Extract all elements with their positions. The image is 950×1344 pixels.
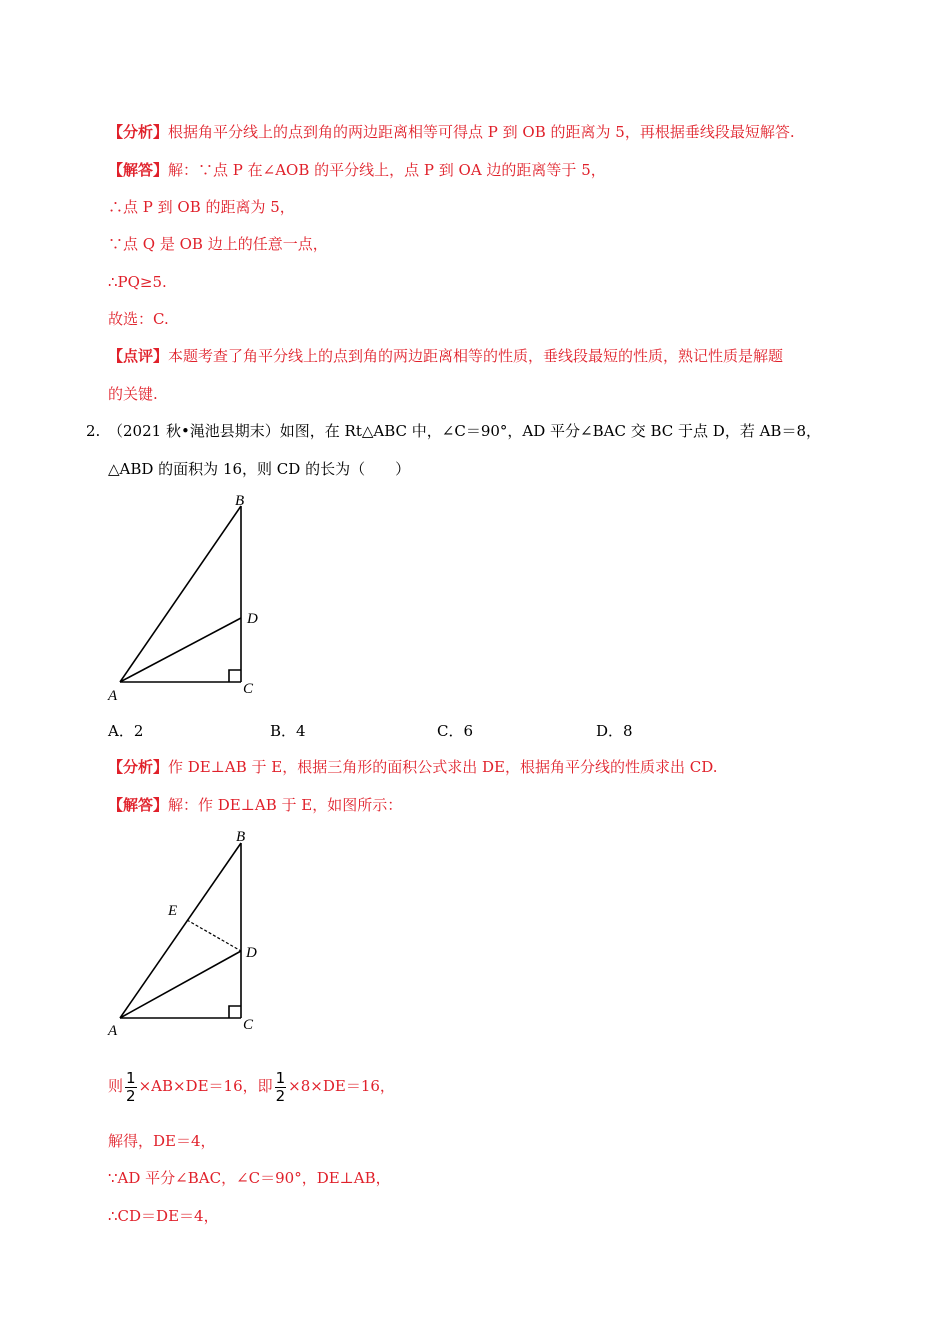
right-angle-mark bbox=[229, 1006, 241, 1018]
answer-choice-line: 故选：C. bbox=[108, 310, 169, 328]
triangle-figure-2 bbox=[100, 823, 280, 1043]
eq-then: 则 bbox=[108, 1077, 124, 1095]
therefore-line: ∴CD＝DE＝4， bbox=[108, 1207, 219, 1225]
segment-ad bbox=[120, 618, 241, 682]
choice-b: B．4 bbox=[270, 722, 306, 740]
segment-ad bbox=[120, 951, 241, 1018]
label-d: D bbox=[247, 611, 258, 627]
comment-text: 本题考查了角平分线上的点到角的两边距离相等的性质，垂线段最短的性质，熟记性质是解题 bbox=[168, 347, 784, 365]
fraction-num: 1 bbox=[126, 1068, 136, 1087]
area-equation bbox=[108, 1068, 395, 1105]
eq-part2: ×8×DE＝16， bbox=[288, 1077, 395, 1095]
solution-answer-text: 解：作 DE⊥AB 于 E，如图所示： bbox=[168, 796, 403, 814]
answer-text: 解：∵点 P 在∠AOB 的平分线上，点 P 到 OA 边的距离等于 5， bbox=[168, 161, 606, 179]
label-c: C bbox=[243, 1017, 254, 1033]
fraction-half-1 bbox=[125, 1070, 137, 1105]
analysis-tag: 【分析】 bbox=[108, 123, 169, 141]
answer-line-3: ∴点 P 到 OB 的距离为 5， bbox=[108, 198, 295, 216]
answer-tag: 【解答】 bbox=[108, 161, 169, 179]
choice-c: C．6 bbox=[437, 722, 474, 740]
label-d: D bbox=[246, 945, 257, 961]
solve-line: 解得，DE＝4， bbox=[108, 1132, 216, 1150]
segment-ab bbox=[120, 506, 241, 682]
eq-part1: ×AB×DE＝16，即 bbox=[138, 1077, 273, 1095]
comment-paragraph bbox=[108, 346, 783, 366]
comment-tag: 【点评】 bbox=[108, 347, 169, 365]
solution-analysis bbox=[108, 757, 717, 777]
label-a: A bbox=[108, 688, 118, 704]
fraction-den: 2 bbox=[275, 1086, 286, 1105]
question-line-2: △ABD 的面积为 16，则 CD 的长为（ ） bbox=[108, 460, 411, 478]
solution-answer bbox=[108, 795, 402, 815]
fraction-half-2 bbox=[275, 1070, 287, 1105]
label-a: A bbox=[108, 1023, 118, 1039]
label-e: E bbox=[168, 903, 178, 919]
comment-line-2: 的关键. bbox=[108, 385, 158, 403]
fraction-num: 1 bbox=[275, 1068, 286, 1087]
answer-line-5: ∴PQ≥5. bbox=[108, 273, 167, 291]
label-b: B bbox=[236, 829, 246, 845]
question-number: 2. bbox=[86, 422, 101, 440]
right-angle-mark bbox=[229, 670, 241, 682]
choice-a: A．2 bbox=[108, 722, 144, 740]
segment-de-dashed bbox=[187, 920, 241, 951]
analysis-paragraph bbox=[108, 122, 795, 142]
question-line-1: （2021 秋•渑池县期末）如图，在 Rt△ABC 中，∠C＝90°，AD 平分∠BAC 交 BC 于点 D，若 AB＝8， bbox=[108, 422, 822, 440]
answer-paragraph bbox=[108, 160, 606, 180]
segment-ab bbox=[120, 843, 241, 1018]
triangle-figure-1 bbox=[100, 488, 280, 708]
choice-d: D．8 bbox=[596, 722, 633, 740]
answer-line-4: ∵点 Q 是 OB 边上的任意一点， bbox=[108, 235, 328, 253]
label-b: B bbox=[235, 493, 245, 509]
solution-answer-tag: 【解答】 bbox=[108, 796, 169, 814]
because-line: ∵AD 平分∠BAC，∠C＝90°，DE⊥AB， bbox=[108, 1169, 391, 1187]
label-c: C bbox=[243, 681, 254, 697]
solution-analysis-tag: 【分析】 bbox=[108, 758, 169, 776]
analysis-text: 根据角平分线上的点到角的两边距离相等可得点 P 到 OB 的距离为 5，再根据垂线段最短解答. bbox=[168, 123, 795, 141]
solution-analysis-text: 作 DE⊥AB 于 E，根据三角形的面积公式求出 DE，根据角平分线的性质求出 CD. bbox=[168, 758, 718, 776]
fraction-den: 2 bbox=[126, 1086, 136, 1105]
